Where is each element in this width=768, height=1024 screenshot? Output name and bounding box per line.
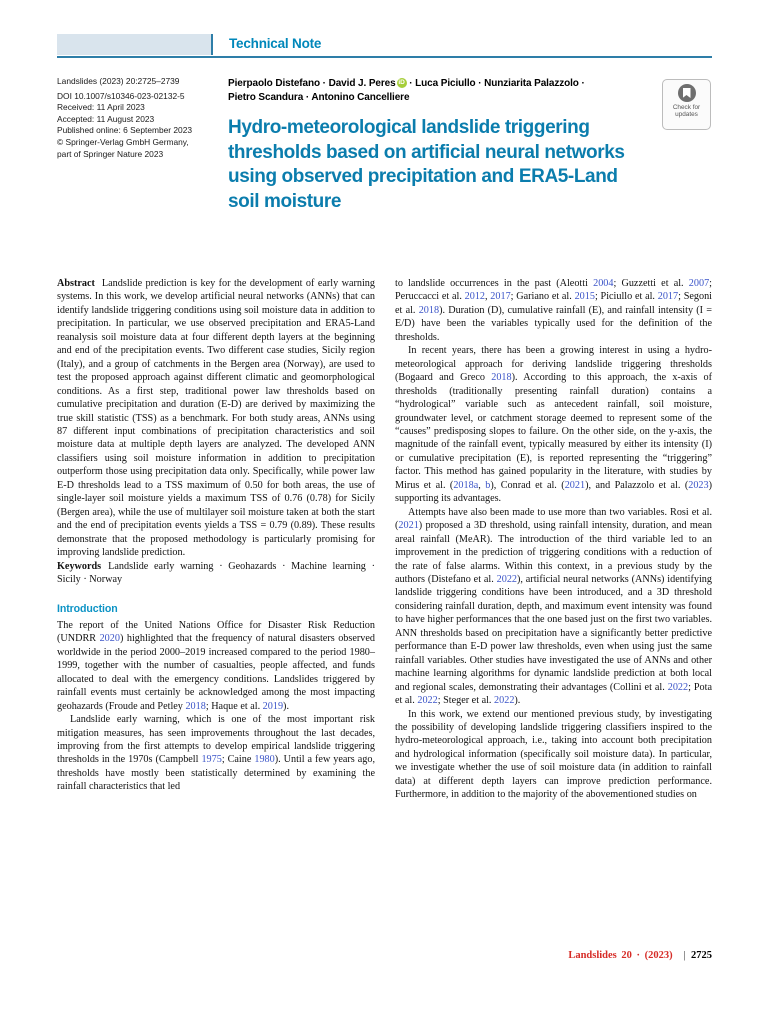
citation-link[interactable]: 2018: [491, 372, 512, 384]
citation-link[interactable]: 2021: [564, 479, 586, 491]
badge-label: Check for updates: [672, 104, 701, 119]
citation-link[interactable]: 2020: [99, 633, 120, 645]
citation-link[interactable]: 2012: [464, 291, 485, 303]
title-line: soil moisture: [228, 190, 342, 212]
check-for-updates-badge[interactable]: [662, 79, 711, 130]
copyright-line-1: © Springer-Verlag GmbH Germany,: [57, 136, 189, 147]
abstract-text: Landslide prediction is key for the development of early warning systems. In this work, we develop artificial neural networks (ANNs) that can identify landslide triggering conditions using soil moisture data in addition to precipitation. In particular, we use observed precipitation and ERA5-Land reanalysis soil moisture data at four different depth layers at the beginning and end of the precipitation events. Two different case studies, Sicily region (Italy), and a group of catchments in the Bergen area (Norway), are used to test the proposed approach against different climatic and geomorphological conditions. As a first step, traditional power law thresholds based on cumulative precipitation and duration (E-D) are derived by maximizing the true skill statistic (TSS) as a benchmark. For both study areas, ANNs using 87 different input combinations of precipitation characteristics and soil moisture data at multiple depth layers are analyzed. The developed ANN classifiers using soil moisture information in addition to precipitation outperform those using precipitation data only. Specifically, while power law E-D thresholds lead to a TSS maximum of 0.50 for both areas, the use of single-layer soil moisture yields a maximum TSS of 0.76 (0.78) for Sicily (Bergen area), while the use of multilayer soil moisture taken at both the start and the end of precipitation events yields a TSS = 0.79 (0.89). These results demonstrate that the proposed methodology is particularly promising for improving landslide prediction.: [57, 278, 375, 559]
article-meta: [57, 76, 225, 160]
keywords-text: Landslide early warning · Geohazards · Machine learning · Sicily · Norway: [57, 560, 375, 585]
citation-link[interactable]: 2019: [262, 700, 284, 712]
citation-link[interactable]: 2007: [688, 278, 710, 289]
abstract-paragraph: [57, 277, 375, 560]
citation-link[interactable]: 1975: [201, 754, 222, 766]
citation-link[interactable]: 2015: [574, 291, 595, 303]
keywords-paragraph: [57, 560, 375, 587]
citation-link[interactable]: 2017: [490, 291, 511, 303]
citation-link[interactable]: 2021: [398, 520, 419, 532]
intro-paragraph-4: In recent years, there has been a growing interest in using a hydro-meteorological approach for deriving landslide triggering thresholds (Bogaard and Greco 2018). According to this approach, the x-axis of thresholds (traditionally presenting rainfall duration) contains a “hydrological” variable such as antecedent rainfall, soil moisture, groundwater level, or catchment storage deemed to represent some of the “causes” predisposing slopes to failure. On the other side, on the y-axis, the magnitude of the rainfall event, typically measured by either its intensity (I) or cumulative precipitation (E), is reported representing the “triggering” factor. This method has gained popularity in the literature, with studies by Mirus et al. (2018a, b), Conrad et al. (2021), and Palazzolo et al. (2023) supporting its advantages.: [395, 345, 712, 505]
introduction-heading: Introduction: [57, 603, 118, 616]
abstract-label: Abstract: [57, 278, 95, 289]
paper-title: [228, 116, 625, 214]
citation-link[interactable]: 2017: [657, 291, 679, 303]
journal-reference: Landslides 20 · (2023): [568, 950, 673, 961]
received-date: Received: 11 April 2023: [57, 102, 145, 113]
keywords-label: Keywords: [57, 560, 102, 572]
citation-link[interactable]: b: [485, 479, 491, 491]
published-date: Published online: 6 September 2023: [57, 125, 193, 136]
right-column: [395, 277, 712, 802]
citation-link[interactable]: 2022: [496, 573, 517, 585]
article-type-label: Technical Note: [229, 36, 322, 51]
citation-link[interactable]: 1980: [254, 754, 275, 766]
article-header: [57, 34, 712, 58]
citation-link[interactable]: 2022: [417, 695, 438, 707]
accepted-date: Accepted: 11 August 2023: [57, 113, 155, 124]
intro-paragraph-2: Landslide early warning, which is one of the most important risk mitigation measures, has seen improvements throughout the last decades, improving from the first attempts to develop empirical landslide triggering thresholds in the 1970s (Campbell 1975; Caine 1980). Until a few years ago, thresholds have mostly been statistically determined by examining the rainfall characteristics that led: [57, 714, 375, 793]
title-line: Hydro-meteorological landslide triggering: [228, 117, 590, 138]
intro-paragraph-1: The report of the United Nations Office for Disaster Risk Reduction (UNDRR 2020) highlighted that the frequency of natural disasters observed worldwide in the period 2000–2019 increased compared to the period 1980–1999, together with the number of casualties, people affected, and funds allocated to deal with the emergency conditions. Landslides triggered by rainfall events must certainly be acknowledged among the most impacting geohazards (Froude and Petley 2018; Haque et al. 2019).: [57, 619, 375, 712]
authors-line-2: Pietro Scandura · Antonino Cancelliere: [228, 91, 410, 103]
citation-link[interactable]: 2022: [667, 681, 689, 693]
citation-link[interactable]: 2022: [494, 695, 515, 707]
authors-line-1: Pierpaolo Distefano · David J. Peres iD · Luca Piciullo · Nunziarita Palazzolo ·: [228, 78, 585, 89]
citation-link[interactable]: 2023: [688, 479, 709, 491]
intro-paragraph-5: Attempts have also been made to use more than two variables. Rosi et al. (2021) proposed a 3D threshold, using rainfall intensity, duration, and mean areal rainfall (MeAR). The introduction of the third variable led to an improvement in the prediction of triggering conditions with a reduction of the rate of false alarms. Within this context, in a previous study by the authors (Distefano et al. 2022), artificial neural networks (ANNs) identifying landslide triggering conditions have been introduced, and a 3D threshold considering rainfall duration, depth, and maximum event intensity was found to have higher performances that the one based just on the first two variables. ANN thresholds based on precipitation have a significantly better predictive performance than E-D power law thresholds, even when using just the same rainfall variables. Other studies have investigated the use of ANNs and other machine learning algorithms for dynamic landslide prediction at both local and regional scales, demonstrating their advantages (Collini et al. 2022; Pota et al. 2022; Steger et al. 2022).: [395, 506, 712, 707]
footer-separator: |: [683, 950, 686, 961]
intro-paragraph-6: In this work, we extend our mentioned previous study, by investigating the possibility of developing landslide triggering classifiers inspired to the hydro-meteorological approach, i.e., taking into account both precipitation and hydrological information (specifically soil moisture data). In particular, we investigate whether the use of soil moisture data (in addition to rainfall data) at different depth layers can improve prediction performance. Furthermore, in addition to the majority of the abovementioned studies on: [395, 708, 712, 801]
citation-link[interactable]: 2018: [418, 304, 440, 316]
journal-citation: Landslides (2023) 20:2725–2739: [57, 76, 180, 86]
citation-link[interactable]: 2004: [593, 278, 614, 289]
intro-paragraph-3: to landslide occurrences in the past (Aleotti 2004; Guzzetti et al. 2007; Peruccacci et al. 2012, 2017; Gariano et al. 2015; Piciullo et al. 2017; Segoni et al. 2018). Duration (D), cumulative rainfall (E), and rainfall intensity (I = E/D) have been the variables typically used for the definition of the thresholds.: [395, 278, 713, 343]
title-line: thresholds based on artificial neural networks: [228, 141, 625, 163]
citation-link[interactable]: 2018a: [453, 479, 479, 491]
citation-link[interactable]: 2018: [185, 700, 206, 712]
copyright-line-2: part of Springer Nature 2023: [57, 148, 164, 159]
kicker-box: [57, 34, 213, 55]
doi: DOI 10.1007/s10346-023-02132-5: [57, 90, 185, 101]
bookmark-icon: [678, 84, 696, 102]
left-column: [57, 277, 375, 802]
page-footer: [568, 950, 712, 961]
page-number: 2725: [691, 950, 712, 961]
title-line: using observed precipitation and ERA5-Land: [228, 166, 618, 187]
authors-block: [228, 77, 658, 104]
article-body: [57, 277, 712, 802]
orcid-icon[interactable]: iD: [398, 79, 405, 86]
